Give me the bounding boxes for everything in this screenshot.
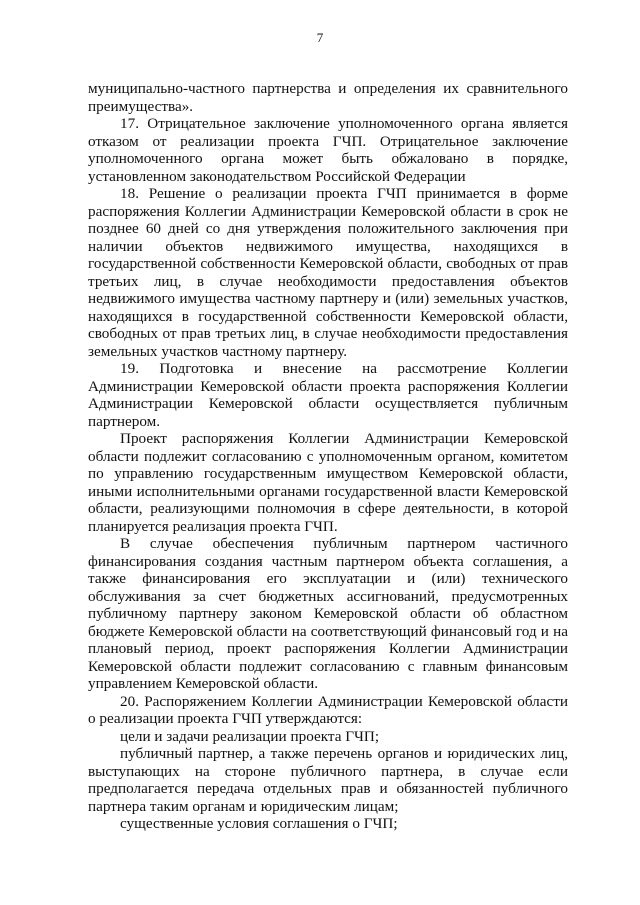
paragraph-financing: В случае обеспечения публичным партнером частичного финансирования создания частным партнером объекта соглашения, а также финансирования его эксплуатации и (или) технического обслуживания за счет бюджетных ассигнований, предусмотренных публичному партнеру законом Кемеровской области об областном бюджете Кемеровской области на соответствующий финансовый год и на плановый период, проект распоряжения Коллегии Администрации Кемеровской области подлежит согласованию с главным финансовым управлением Кемеровской области. bbox=[88, 535, 568, 692]
paragraph-continuation: муниципально-частного партнерства и определения их сравнительного преимущества». bbox=[88, 80, 568, 115]
list-item-public-partner: публичный партнер, а также перечень органов и юридических лиц, выступающих на стороне публичного партнера, в случае если предполагается передача отдельных прав и обязанностей публичного партнера таким органам и юридическим лицам; bbox=[88, 745, 568, 815]
list-item-goals: цели и задачи реализации проекта ГЧП; bbox=[120, 727, 380, 745]
paragraph-18: 18. Решение о реализации проекта ГЧП принимается в форме распоряжения Коллегии Администрации Кемеровской области в срок не позднее 60 дней со дня утверждения положительного заключения при наличии объектов недвижимого имущества, находящихся в государственной собственности Кемеровской области, свободных от прав третьих лиц, в случае необходимости предоставления объектов недвижимого имущества частному партнеру и (или) земельных участков, находящихся в государственной собственности Кемеровской области, свободных от прав третьих лиц, в случае необходимости предоставления земельных участков частному партнеру. bbox=[88, 185, 568, 360]
list-item-essential-terms: существенные условия соглашения о ГЧП; bbox=[120, 815, 398, 832]
document-body bbox=[88, 80, 568, 833]
paragraph-19: 19. Подготовка и внесение на рассмотрение Коллегии Администрации Кемеровской области проекта распоряжения Коллегии Администрации Кемеровской области осуществляется публичным партнером. bbox=[88, 360, 568, 430]
paragraph-draft-approval: Проект распоряжения Коллегии Администрации Кемеровской области подлежит согласованию с уполномоченным органом, комитетом по управлению государственным имуществом Кемеровской области, иными исполнительными органами государственной власти Кемеровской области, реализующими полномочия в сфере деятельности, в которой планируется реализация проекта ГЧП. bbox=[88, 430, 568, 535]
paragraph-20: 20. Распоряжением Коллегии Администрации Кемеровской области о реализации проекта ГЧП утверждаются: bbox=[88, 692, 568, 727]
paragraph-17: 17. Отрицательное заключение уполномоченного органа является отказом от реализации проекта ГЧП. Отрицательное заключение уполномоченного органа может быть обжаловано в порядке, установленном законодательством Российской Федерации bbox=[88, 115, 568, 185]
page-number: 7 bbox=[316, 30, 324, 45]
